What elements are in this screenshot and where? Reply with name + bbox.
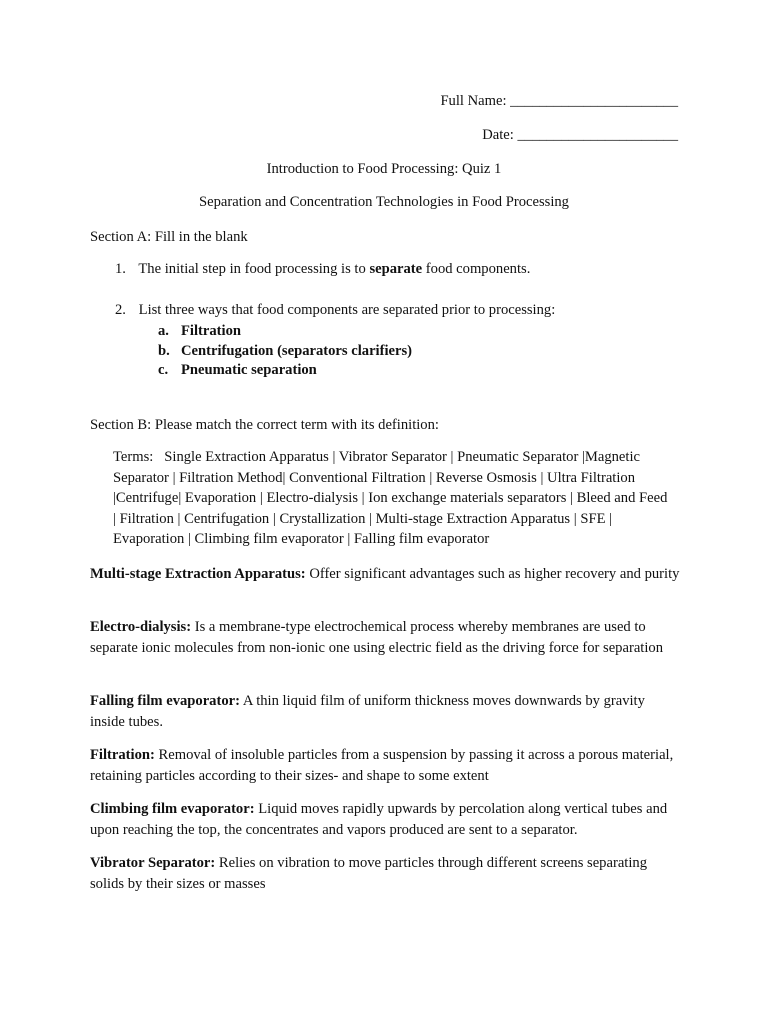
terms-list: [113, 447, 673, 550]
definition-climbing-film: [90, 799, 680, 840]
section-a-heading: Section A: Fill in the blank: [90, 229, 248, 245]
definition-text: Liquid moves rapidly upwards by percolation along vertical tubes and upon reaching the top, the concentrates and vapors produced are sent to a separator.: [90, 801, 668, 838]
question-1: [115, 261, 685, 278]
quiz-subtitle: Separation and Concentration Technologies in Food Processing: [199, 194, 569, 210]
question-1-after: food components.: [425, 261, 531, 277]
date-line: [482, 127, 678, 144]
answer-a-letter: a.: [158, 323, 169, 339]
answer-c: [158, 361, 412, 381]
definition-text: Relies on vibration to move particles through different screens separating solids by their sizes or masses: [90, 855, 647, 892]
definition-term: Falling film evaporator:: [90, 693, 240, 709]
question-1-number: 1.: [115, 261, 126, 277]
definition-text: Offer significant advantages such as higher recovery and purity: [309, 566, 680, 582]
definition-vibrator-separator: [90, 853, 680, 894]
quiz-title: Introduction to Food Processing: Quiz 1: [266, 161, 502, 177]
answer-b-text: Centrifugation (separators clarifiers): [181, 342, 413, 359]
terms-label: Terms:: [113, 449, 154, 465]
answer-c-text: Pneumatic separation: [181, 362, 317, 378]
definition-electro-dialysis: [90, 617, 680, 658]
definition-filtration: [90, 745, 680, 786]
date-blank: ______________________: [517, 127, 678, 143]
definition-text: Is a membrane-type electrochemical process whereby membranes are used to separate ionic molecules from non-ionic one using electric field as the driving force for separation: [90, 619, 663, 656]
answer-b: [158, 342, 412, 362]
definition-falling-film: [90, 691, 680, 732]
definition-text: Removal of insoluble particles from a suspension by passing it across a porous material, retaining particles according to their sizes- and shape to some extent: [90, 747, 674, 784]
full-name-blank: _______________________: [510, 93, 678, 109]
answer-b-letter: b.: [158, 342, 170, 359]
definition-term: Electro-dialysis:: [90, 619, 192, 635]
definition-term: Filtration:: [90, 747, 155, 763]
answer-c-letter: c.: [158, 362, 169, 378]
full-name-label: Full Name:: [440, 93, 507, 109]
question-2: [115, 302, 685, 319]
answer-a-text: Filtration: [181, 323, 241, 339]
definition-text: A thin liquid film of uniform thickness moves downwards by gravity inside tubes.: [90, 693, 645, 730]
definition-term: Multi-stage Extraction Apparatus:: [90, 566, 306, 582]
question-2-number: 2.: [115, 302, 126, 318]
question-2-text: List three ways that food components are separated prior to processing:: [138, 302, 556, 318]
question-1-before: The initial step in food processing is to: [138, 261, 366, 277]
question-2-answers: [158, 322, 412, 381]
answer-a: [158, 322, 412, 342]
question-1-answer: separate: [369, 261, 423, 277]
date-label: Date:: [482, 127, 514, 143]
full-name-line: [440, 93, 678, 110]
definition-term: Climbing film evaporator:: [90, 801, 255, 817]
definition-term: Vibrator Separator:: [90, 855, 216, 871]
section-b-heading: Section B: Please match the correct term with its definition:: [90, 417, 439, 433]
terms-text: Single Extraction Apparatus | Vibrator Separator | Pneumatic Separator |Magnetic Separator | Filtration Method| Conventional Filtration | Reverse Osmosis | Ultra Filtration |Centrifuge| Evaporation | Electro-dialysis | Ion exchange materials separators | Bleed and Feed | Filtration | Centrifugation | Crystallization | Multi-stage Extraction Apparatus | SFE | Evaporation | Climbing film evaporator | Falling film evaporator: [113, 449, 668, 548]
definition-multi-stage: [90, 564, 680, 585]
